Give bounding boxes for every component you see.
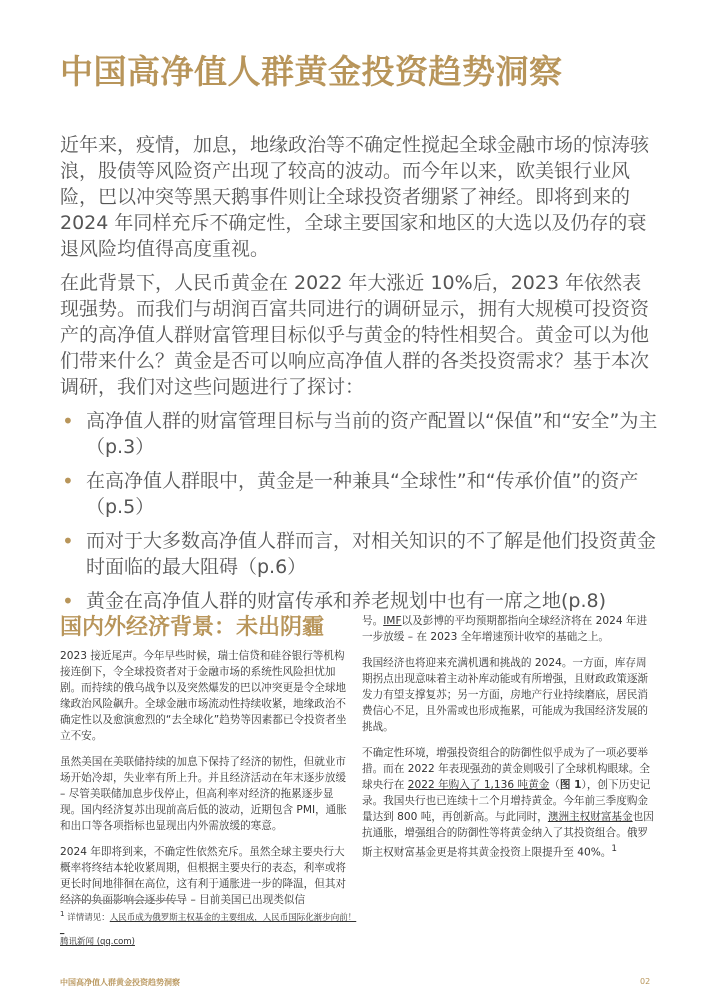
body-paragraph: 我国经济也将迎来充满机遇和挑战的 2024。一方面，库存周期拐点出现意味着主动补库动能或有所增强，且财政政策逐渐发力有望支撑复苏；另一方面，房地产行业持续磨底，居民消费信心不足，且外需或也形成拖累，可能成为我国经济发展的挑战。 xyxy=(362,657,649,733)
intro-paragraph-2: 在此背景下，人民币黄金在 2022 年大涨近 10%后，2023 年依然表现强势。而我们与胡润百富共同进行的调研显示，拥有大规模可投资资产的高净值人群财富管理目标似乎与黄金的特性相契合。黄金可以为他们带来什么？黄金是否可以响应高净值人群的各类投资需求？基于本次调研，我们对这些问题进行了探讨： xyxy=(60,272,650,398)
body-paragraph: 2024 年即将到来，不确定性依然充斥。虽然全球主要央行大概率将终结本轮收紧周期，但根据主要央行的表态，利率或将更长时间地徘徊在高位，这有利于通胀进一步的降温，但其对经济的负面影响会逐步传导 – 目前美国已出现类似信 xyxy=(60,846,347,906)
list-item: • 高净值人群的财富管理目标与当前的资产配置以“保值”和“安全”为主（p.3） xyxy=(62,409,658,458)
list-item: • 在高净值人群眼中，黄金是一种兼具“全球性”和“传承价值”的资产（p.5） xyxy=(62,469,639,518)
imf-link[interactable]: IMF xyxy=(383,615,402,627)
intro-block xyxy=(60,132,660,622)
australia-fund-link[interactable]: 澳洲主权财富基金 xyxy=(547,811,633,823)
left-column xyxy=(60,648,350,918)
section-title: 国内外经济背景：未出阴霾 xyxy=(60,615,325,640)
list-item: • 而对于大多数高净值人群而言，对相关知识的不了解是他们投资黄金时面临的最大阻碍（p.6） xyxy=(62,529,657,578)
body-paragraph: 不确定性环境，增强投资组合的防御性似乎成为了一项必要举措。而在 2022 年表现强劲的黄金则吸引了全球机构眼球。全球央行在 2022 年购入了 1,136 吨黄金（图 1），创下历史记录。我国央行也已连续十二个月增持黄金。今年前三季度购金量达到 800 吨，再创新高。与此同时，澳洲主权财富基金也因抗通胀，增强组合的防御性等将黄金纳入了其投资组合。俄罗斯主权财富基金更是将其黄金投资上限提升至 40%。$^1$ xyxy=(362,747,654,859)
footnote-link[interactable]: 人民币成为俄罗斯主权基金的主要组成，人民币国际化渐步向前！_ xyxy=(60,912,357,935)
list-item: • 黄金在高净值人群的财富传承和养老规划中也有一席之地(p.8) xyxy=(62,589,607,613)
footnote: $^1$ 详情请见：人民币成为俄罗斯主权基金的主要组成，人民币国际化渐步向前！_ 腾讯新闻 (qq.com) xyxy=(60,909,357,947)
body-paragraph: 虽然美国在美联储持续的加息下保持了经济的韧性，但就业市场开始冷却，失业率有所上升。并且经济活动在年末逐步放缓 – 尽管美联储加息步伐停止，但高利率对经济的拖累逐步显现。国内经济复苏出现前高后低的波动，近期包含 PMI，通胀和出口等各项指标也显现出内外需放缓的寒意。 xyxy=(60,756,347,832)
footnote-ref: 1 xyxy=(611,844,618,854)
key-findings-list xyxy=(60,408,660,614)
bullet-icon: • xyxy=(62,469,74,493)
body-paragraph: 2023 接近尾声。今年早些时候，瑞士信贷和硅谷银行等机构接连倒下，令全球投资者对于金融市场的系统性风险担忧加剧。而持续的俄乌战争以及突然爆发的巴以冲突更是令全球地缘政治风险飙升。全球金融市场流动性持续收紧，地缘政治不确定性以及愈演愈烈的“去全球化”趋势等因素都已令投资者坐立不安。 xyxy=(60,650,347,742)
page-number: 02 xyxy=(640,977,651,986)
page-title: 中国高净值人群黄金投资趋势洞察 xyxy=(60,52,563,91)
footer-title: 中国高净值人群黄金投资趋势洞察 xyxy=(60,978,180,987)
footnote-divider xyxy=(60,900,180,901)
bullet-icon: • xyxy=(62,409,74,433)
right-column xyxy=(362,613,654,871)
bullet-icon: • xyxy=(62,529,74,553)
footnote-link-source[interactable]: 腾讯新闻 (qq.com) xyxy=(60,936,135,947)
bullet-icon: • xyxy=(62,589,74,613)
body-paragraph: 号。IMF以及彭博的平均预期都指向全球经济将在 2024 年进一步放缓 – 在 2023 全年增速预计收窄的基础之上。 xyxy=(362,615,648,643)
central-bank-gold-link[interactable]: 2022 年购入了 1,136 吨黄金 xyxy=(407,779,550,791)
intro-paragraph-1: 近年来，疫情，加息，地缘政治等不确定性搅起全球金融市场的惊涛骇浪，股债等风险资产出现了较高的波动。而今年以来，欧美银行业风险，巴以冲突等黑天鹅事件则让全球投资者绷紧了神经。即将到来的 2024 年同样充斥不确定性，全球主要国家和地区的大选以及仍存的衰退风险均值得高度重视。 xyxy=(60,134,650,260)
figure-reference: 图 1 xyxy=(559,779,582,791)
